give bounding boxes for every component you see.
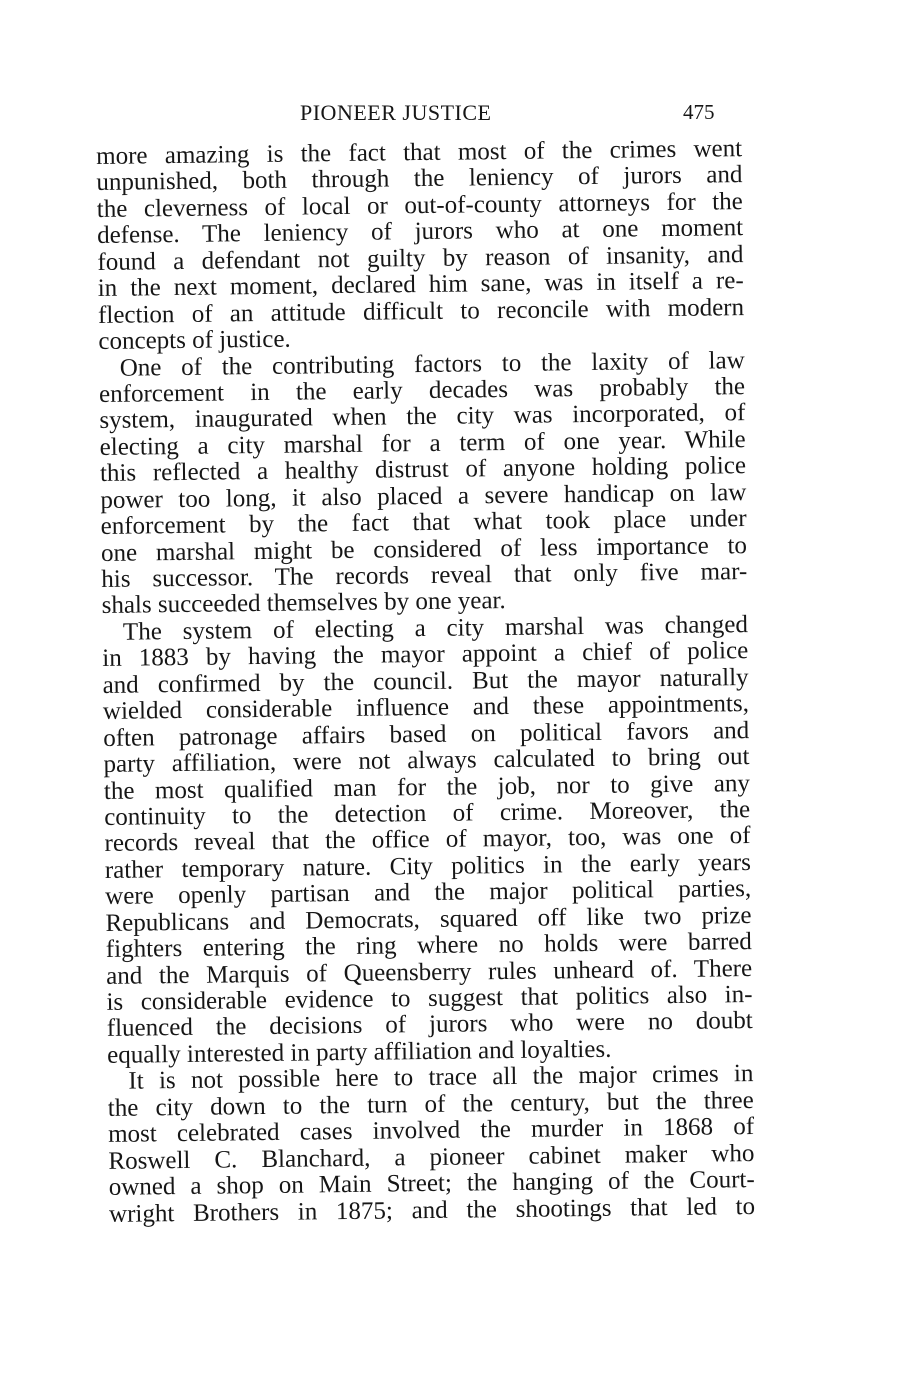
- text-line: equally interested in party affiliation and loyalties.: [106, 1035, 612, 1069]
- text-line: defense. The leniency of jurors who at one moment: [96, 214, 744, 250]
- text-line: and confirmed by the council. But the mayor naturally: [102, 663, 749, 699]
- text-line: concepts of justice.: [98, 325, 291, 356]
- text-line: One of the contributing factors to the laxity of law: [119, 346, 745, 382]
- text-line: more amazing is the fact that most of the crimes went: [95, 135, 743, 170]
- text-line: It is not possible here to trace all the major crimes in: [128, 1060, 754, 1095]
- text-line: his successor. The records reveal that only five mar-: [101, 558, 748, 593]
- text-line: wielded considerable influence and these appointments,: [102, 690, 750, 726]
- text-line: fluenced the decisions of jurors who were no doubt: [106, 1007, 753, 1043]
- text-line: Roswell C. Blanchard, a pioneer cabinet maker who: [108, 1139, 755, 1175]
- running-head: PIONEER JUSTICE: [300, 100, 492, 125]
- text-line: the most qualified man for the job, nor to give any: [103, 769, 751, 805]
- text-line: The system of electing a city marshal was changed: [122, 610, 749, 646]
- text-line: rather temporary nature. City politics in the early years: [104, 848, 751, 884]
- text-line: electing a city marshal for a term of one year. While: [99, 425, 746, 461]
- text-line: unpunished, both through the leniency of jurors and: [96, 161, 743, 197]
- paragraph: [96, 136, 745, 355]
- paragraph: [99, 348, 748, 620]
- text-line: this reflected a healthy distrust of anyone holding police: [99, 452, 747, 488]
- text-line: records reveal that the office of mayor, too, was one of: [104, 822, 751, 858]
- paragraph: [102, 612, 753, 1069]
- text-line: party affiliation, were not always calculated to bring out: [103, 743, 750, 779]
- text-line: found a defendant not guilty by reason of insanity, and: [97, 240, 744, 276]
- text-line: system, inaugurated when the city was incorporated, of: [99, 399, 746, 435]
- text-line: one marshal might be considered of less importance to: [100, 531, 748, 567]
- body-text: [96, 136, 755, 1228]
- text-line: wright Brothers in 1875; and the shootings that led to: [108, 1192, 756, 1228]
- paragraph: [107, 1061, 755, 1228]
- text-line: the cleverness of local or out-of-county attorneys for the: [96, 187, 743, 223]
- text-line: owned a shop on Main Street; the hanging of the Court-: [108, 1166, 755, 1201]
- text-line: were openly partisan and the major political parties,: [105, 875, 752, 911]
- text-line: enforcement by the fact that what took place under: [100, 505, 747, 541]
- text-line: fighters entering the ring where no holds were barred: [105, 928, 752, 964]
- text-line: flection of an attitude difficult to reconcile with modern: [97, 293, 745, 329]
- page-number: 475: [683, 100, 715, 124]
- text-line: shals succeeded themselves by one year.: [101, 587, 506, 620]
- text-line: in 1883 by having the mayor appoint a chief of police: [102, 637, 749, 673]
- text-line: in the next moment, declared him sane, was in itself a re-: [97, 267, 744, 303]
- text-line: power too long, it also placed a severe handicap on law: [100, 478, 747, 514]
- text-line: is considerable evidence to suggest that politics also in-: [106, 981, 753, 1016]
- text-line: the city down to the turn of the century, but the three: [107, 1086, 754, 1122]
- text-line: and the Marquis of Queensberry rules unheard of. There: [106, 954, 753, 990]
- text-line: most celebrated cases involved the murder in 1868 of: [107, 1113, 755, 1149]
- text-line: often patronage affairs based on political favors and: [103, 716, 750, 752]
- text-line: Republicans and Democrats, squared off like two prize: [105, 901, 752, 937]
- text-line: continuity to the detection of crime. Moreover, the: [104, 795, 751, 831]
- text-line: enforcement in the early decades was probably the: [98, 373, 746, 408]
